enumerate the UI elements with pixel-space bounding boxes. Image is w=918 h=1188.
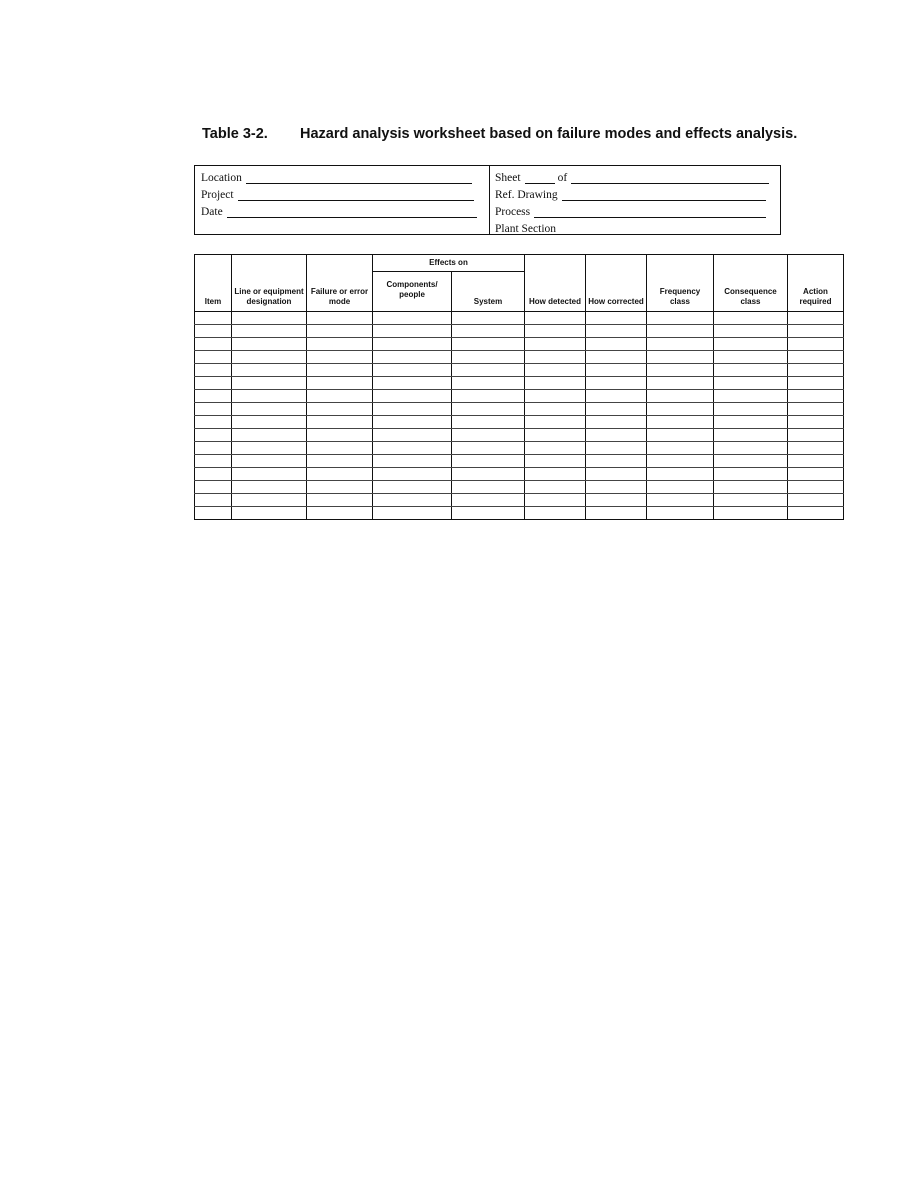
table-cell[interactable]: [714, 403, 788, 416]
table-cell[interactable]: [452, 390, 525, 403]
table-row: [195, 377, 844, 390]
table-cell[interactable]: [586, 494, 647, 507]
table-cell[interactable]: [452, 468, 525, 481]
table-cell[interactable]: [788, 351, 844, 364]
table-cell[interactable]: [307, 416, 373, 429]
table-cell[interactable]: [647, 338, 714, 351]
table-cell[interactable]: [307, 364, 373, 377]
table-cell[interactable]: [373, 442, 452, 455]
location-input-line[interactable]: [246, 172, 472, 184]
table-cell[interactable]: [232, 429, 307, 442]
process-input-line[interactable]: [534, 206, 766, 218]
column-header-system: System: [452, 272, 525, 312]
table-row: [195, 312, 844, 325]
table-cell[interactable]: [195, 481, 232, 494]
column-header-components-people: Components/ people: [373, 272, 452, 312]
table-cell[interactable]: [452, 481, 525, 494]
worksheet-body: [195, 312, 844, 520]
table-cell[interactable]: [714, 377, 788, 390]
table-cell[interactable]: [232, 390, 307, 403]
table-cell[interactable]: [195, 455, 232, 468]
hazard-analysis-worksheet: [194, 254, 844, 520]
column-group-effects-on: Effects on: [373, 255, 525, 272]
table-cell[interactable]: [525, 507, 586, 520]
table-cell[interactable]: [195, 325, 232, 338]
table-cell[interactable]: [714, 325, 788, 338]
table-cell[interactable]: [452, 325, 525, 338]
table-cell[interactable]: [373, 338, 452, 351]
table-cell[interactable]: [647, 481, 714, 494]
table-cell[interactable]: [307, 468, 373, 481]
table-cell[interactable]: [647, 468, 714, 481]
table-number: Table 3-2.: [202, 126, 268, 142]
table-cell[interactable]: [232, 377, 307, 390]
table-cell[interactable]: [195, 442, 232, 455]
table-row: [195, 390, 844, 403]
sheet-number-line[interactable]: [525, 172, 555, 184]
table-cell[interactable]: [307, 481, 373, 494]
date-label: Date: [201, 206, 223, 218]
table-cell[interactable]: [232, 494, 307, 507]
table-cell[interactable]: [525, 429, 586, 442]
table-cell[interactable]: [586, 468, 647, 481]
table-cell[interactable]: [232, 481, 307, 494]
table-cell[interactable]: [788, 312, 844, 325]
table-cell[interactable]: [195, 338, 232, 351]
table-cell[interactable]: [525, 494, 586, 507]
project-field[interactable]: [201, 186, 474, 201]
process-field[interactable]: [495, 203, 766, 218]
date-field[interactable]: [201, 203, 477, 218]
table-cell[interactable]: [714, 442, 788, 455]
column-header-how-corrected: How corrected: [586, 255, 647, 312]
table-cell[interactable]: [586, 338, 647, 351]
table-cell[interactable]: [373, 377, 452, 390]
table-cell[interactable]: [714, 390, 788, 403]
table-cell[interactable]: [307, 390, 373, 403]
table-cell[interactable]: [195, 390, 232, 403]
table-row: [195, 364, 844, 377]
table-cell[interactable]: [788, 416, 844, 429]
table-cell[interactable]: [373, 403, 452, 416]
table-cell[interactable]: [232, 416, 307, 429]
table-cell[interactable]: [788, 455, 844, 468]
table-cell[interactable]: [452, 455, 525, 468]
table-cell[interactable]: [647, 351, 714, 364]
table-row: [195, 416, 844, 429]
table-cell[interactable]: [586, 364, 647, 377]
table-cell[interactable]: [232, 403, 307, 416]
table-cell[interactable]: [373, 481, 452, 494]
table-cell[interactable]: [195, 468, 232, 481]
header-divider: [489, 166, 490, 234]
table-cell[interactable]: [373, 351, 452, 364]
column-header-frequency-class: Frequency class: [647, 255, 714, 312]
table-cell[interactable]: [452, 429, 525, 442]
table-cell[interactable]: [232, 325, 307, 338]
table-cell[interactable]: [307, 507, 373, 520]
ref-drawing-input-line[interactable]: [562, 189, 766, 201]
table-cell[interactable]: [788, 481, 844, 494]
table-row: [195, 429, 844, 442]
table-cell[interactable]: [307, 325, 373, 338]
column-header-how-detected: How detected: [525, 255, 586, 312]
location-field[interactable]: [201, 169, 472, 184]
table-cell[interactable]: [647, 403, 714, 416]
table-cell[interactable]: [788, 377, 844, 390]
column-header-line-designation: Line or equipment designation: [232, 255, 307, 312]
table-row: [195, 442, 844, 455]
plant-section-label: Plant Section: [495, 223, 557, 235]
table-cell[interactable]: [307, 312, 373, 325]
table-title: Hazard analysis worksheet based on failure modes and effects analysis.: [300, 126, 798, 142]
table-cell[interactable]: [647, 364, 714, 377]
table-cell[interactable]: [586, 416, 647, 429]
table-cell[interactable]: [232, 351, 307, 364]
table-cell[interactable]: [452, 338, 525, 351]
table-cell[interactable]: [525, 351, 586, 364]
table-cell[interactable]: [232, 338, 307, 351]
table-cell[interactable]: [452, 377, 525, 390]
table-cell[interactable]: [647, 312, 714, 325]
table-cell[interactable]: [195, 351, 232, 364]
table-cell[interactable]: [714, 338, 788, 351]
table-cell[interactable]: [586, 312, 647, 325]
table-cell[interactable]: [195, 364, 232, 377]
table-cell[interactable]: [232, 364, 307, 377]
table-cell[interactable]: [714, 416, 788, 429]
table-cell[interactable]: [195, 377, 232, 390]
table-cell[interactable]: [586, 481, 647, 494]
table-cell[interactable]: [525, 338, 586, 351]
table-cell[interactable]: [586, 429, 647, 442]
table-cell[interactable]: [232, 507, 307, 520]
table-cell[interactable]: [525, 442, 586, 455]
table-cell[interactable]: [586, 325, 647, 338]
table-row: [195, 403, 844, 416]
table-cell[interactable]: [452, 312, 525, 325]
sheet-label: Sheet: [495, 172, 521, 184]
table-cell[interactable]: [714, 429, 788, 442]
table-cell[interactable]: [788, 429, 844, 442]
project-input-line[interactable]: [238, 189, 474, 201]
table-cell[interactable]: [195, 312, 232, 325]
table-cell[interactable]: [307, 403, 373, 416]
table-cell[interactable]: [647, 507, 714, 520]
table-cell[interactable]: [373, 507, 452, 520]
sheet-total-line[interactable]: [571, 172, 769, 184]
table-cell[interactable]: [373, 390, 452, 403]
table-row: [195, 468, 844, 481]
table-cell[interactable]: [647, 442, 714, 455]
table-cell[interactable]: [714, 351, 788, 364]
table-cell[interactable]: [452, 351, 525, 364]
table-cell[interactable]: [647, 455, 714, 468]
table-cell[interactable]: [373, 468, 452, 481]
table-cell[interactable]: [452, 507, 525, 520]
plant-section-field[interactable]: [495, 220, 764, 235]
table-cell[interactable]: [586, 403, 647, 416]
table-cell[interactable]: [373, 429, 452, 442]
table-cell[interactable]: [788, 442, 844, 455]
table-cell[interactable]: [307, 494, 373, 507]
location-label: Location: [201, 172, 242, 184]
table-cell[interactable]: [232, 312, 307, 325]
table-cell[interactable]: [586, 377, 647, 390]
table-cell[interactable]: [232, 455, 307, 468]
column-header-failure-mode: Failure or error mode: [307, 255, 373, 312]
table-cell[interactable]: [525, 468, 586, 481]
table-cell[interactable]: [647, 377, 714, 390]
date-input-line[interactable]: [227, 206, 477, 218]
ref-drawing-label: Ref. Drawing: [495, 189, 558, 201]
table-cell[interactable]: [232, 468, 307, 481]
table-cell[interactable]: [647, 325, 714, 338]
table-cell[interactable]: [373, 455, 452, 468]
table-cell[interactable]: [373, 364, 452, 377]
column-header-item: Item: [195, 255, 232, 312]
table-cell[interactable]: [586, 442, 647, 455]
table-cell[interactable]: [586, 390, 647, 403]
table-cell[interactable]: [373, 494, 452, 507]
table-cell[interactable]: [525, 325, 586, 338]
table-cell[interactable]: [714, 507, 788, 520]
table-cell[interactable]: [714, 364, 788, 377]
table-cell[interactable]: [452, 364, 525, 377]
table-cell[interactable]: [714, 468, 788, 481]
table-cell[interactable]: [525, 364, 586, 377]
table-cell[interactable]: [647, 494, 714, 507]
table-cell[interactable]: [195, 416, 232, 429]
table-cell[interactable]: [307, 442, 373, 455]
column-header-consequence-class: Consequence class: [714, 255, 788, 312]
table-cell[interactable]: [373, 416, 452, 429]
table-row: [195, 494, 844, 507]
ref-drawing-field[interactable]: [495, 186, 766, 201]
project-label: Project: [201, 189, 234, 201]
table-cell[interactable]: [525, 455, 586, 468]
table-cell[interactable]: [525, 481, 586, 494]
table-cell[interactable]: [452, 494, 525, 507]
table-cell[interactable]: [714, 455, 788, 468]
table-cell[interactable]: [195, 429, 232, 442]
table-row: [195, 455, 844, 468]
table-row: [195, 507, 844, 520]
table-cell[interactable]: [586, 351, 647, 364]
table-cell[interactable]: [788, 364, 844, 377]
sheet-of-label: of: [557, 172, 568, 184]
table-cell[interactable]: [452, 416, 525, 429]
table-cell[interactable]: [647, 429, 714, 442]
column-header-action-required: Action required: [788, 255, 844, 312]
table-cell[interactable]: [788, 494, 844, 507]
table-cell[interactable]: [586, 455, 647, 468]
worksheet-header-box: [194, 165, 781, 235]
table-cell[interactable]: [525, 403, 586, 416]
table-cell[interactable]: [788, 390, 844, 403]
table-cell[interactable]: [788, 325, 844, 338]
table-cell[interactable]: [195, 403, 232, 416]
table-cell[interactable]: [647, 416, 714, 429]
table-cell[interactable]: [788, 468, 844, 481]
table-row: [195, 481, 844, 494]
table-cell[interactable]: [307, 351, 373, 364]
table-cell[interactable]: [525, 416, 586, 429]
table-cell[interactable]: [788, 403, 844, 416]
table-cell[interactable]: [714, 481, 788, 494]
sheet-field[interactable]: [495, 169, 769, 184]
table-cell[interactable]: [714, 312, 788, 325]
table-cell[interactable]: [195, 494, 232, 507]
table-cell[interactable]: [714, 494, 788, 507]
table-cell[interactable]: [586, 507, 647, 520]
plant-section-input-line[interactable]: [560, 223, 764, 235]
table-cell[interactable]: [525, 312, 586, 325]
table-row: [195, 338, 844, 351]
table-cell[interactable]: [452, 442, 525, 455]
process-label: Process: [495, 206, 531, 218]
table-cell[interactable]: [232, 442, 307, 455]
table-row: [195, 325, 844, 338]
table-cell[interactable]: [195, 507, 232, 520]
table-cell[interactable]: [373, 325, 452, 338]
table-cell[interactable]: [452, 403, 525, 416]
table-cell[interactable]: [525, 377, 586, 390]
table-cell[interactable]: [307, 338, 373, 351]
table-cell[interactable]: [307, 377, 373, 390]
table-cell[interactable]: [307, 455, 373, 468]
table-cell[interactable]: [373, 312, 452, 325]
table-cell[interactable]: [647, 390, 714, 403]
table-cell[interactable]: [788, 338, 844, 351]
table-cell[interactable]: [788, 507, 844, 520]
table-cell[interactable]: [525, 390, 586, 403]
table-row: [195, 351, 844, 364]
table-cell[interactable]: [307, 429, 373, 442]
